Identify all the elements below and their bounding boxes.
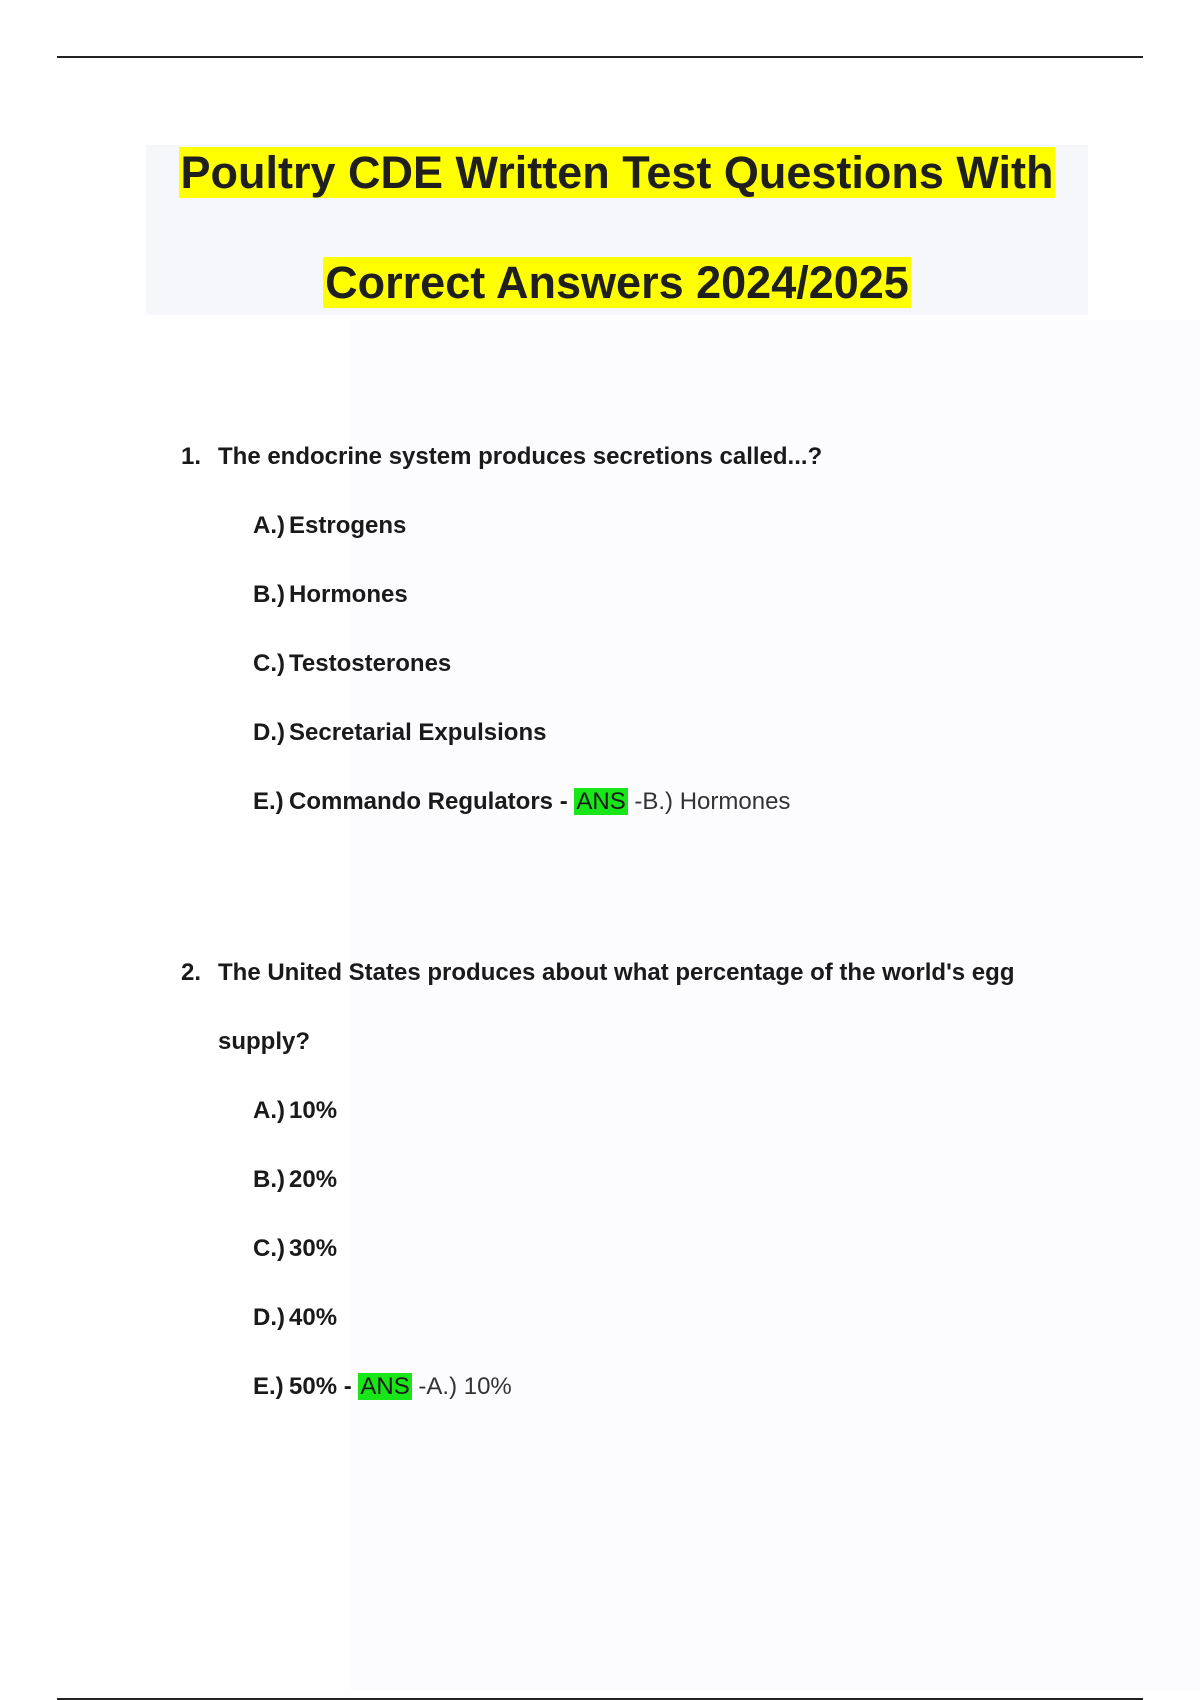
option-letter: D.) [253,1304,285,1331]
option-c [253,1214,1081,1283]
option-letter: E.) [253,1373,284,1400]
option-text: Hormones [289,581,408,608]
question-1 [181,422,1081,836]
option-letter: A.) [253,512,285,539]
option-letter: C.) [253,1235,285,1262]
question-text [218,938,1081,1076]
option-letter: D.) [253,719,285,746]
answer-tag: ANS [576,788,626,815]
question-2-stem [181,938,1081,1076]
option-d [253,1283,1081,1352]
option-letter: B.) [253,1166,285,1193]
option-e [253,1352,1081,1421]
question-text-line-2: supply? [218,1028,311,1055]
option-b [253,560,1081,629]
option-b [253,1145,1081,1214]
option-text: Secretarial Expulsions [289,719,547,746]
option-letter: C.) [253,650,285,677]
question-number: 1. [181,443,202,470]
question-text-line-1: The United States produces about what percentage of the world's egg [218,959,1015,986]
option-text: 30% [289,1235,338,1262]
title-line-2-text: Correct Answers 2024/2025 [325,257,909,308]
question-1-options [253,491,1081,836]
question-number: 2. [181,959,202,986]
option-d [253,698,1081,767]
question-2 [181,938,1081,1421]
option-letter: A.) [253,1097,285,1124]
option-text: 10% [289,1097,338,1124]
option-letter: E.) [253,788,284,815]
title-line-2 [146,255,1088,311]
answer-value: -A.) 10% [411,1373,512,1400]
option-c [253,629,1081,698]
option-text: Estrogens [289,512,407,539]
question-text: The endocrine system produces secretions called...? [218,443,823,470]
answer-separator: - [337,1373,359,1400]
question-2-options [253,1076,1081,1421]
option-a [253,1076,1081,1145]
answer-value: -B.) Hormones [627,788,791,815]
option-text: Commando Regulators [289,788,554,815]
option-text: 40% [289,1304,338,1331]
title-line-1 [146,145,1088,201]
option-a [253,491,1081,560]
option-e [253,767,1081,836]
title-line-1-text: Poultry CDE Written Test Questions With [180,147,1054,198]
document-title [146,145,1088,315]
answer-tag: ANS [360,1373,410,1400]
option-text: 50% [289,1373,338,1400]
answer-separator: - [553,788,575,815]
header-rule [57,56,1143,58]
option-text: Testosterones [289,650,452,677]
option-letter: B.) [253,581,285,608]
option-text: 20% [289,1166,338,1193]
question-1-stem [181,422,1081,491]
